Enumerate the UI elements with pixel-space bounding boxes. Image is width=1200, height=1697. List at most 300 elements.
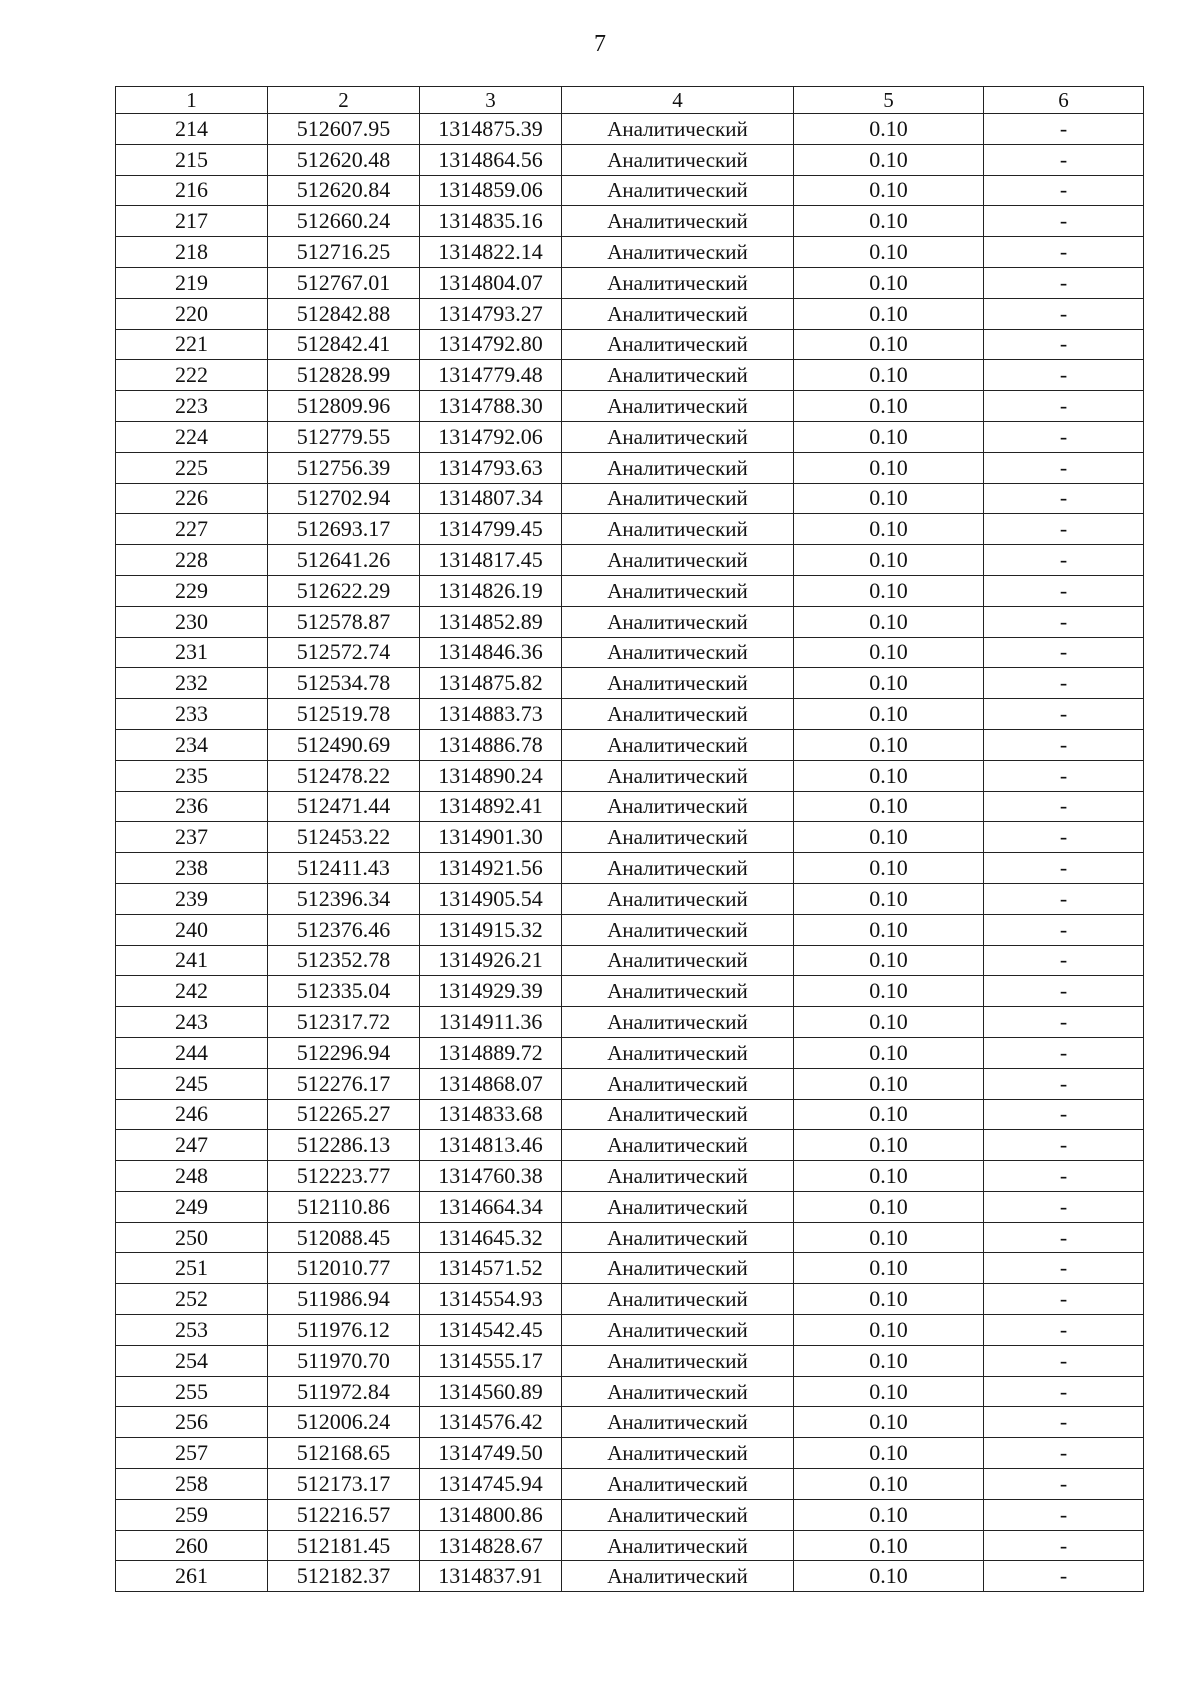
- method-cell: Аналитический: [562, 637, 794, 668]
- point-number-cell: 260: [116, 1530, 268, 1561]
- table-row: [116, 514, 1144, 545]
- x-coordinate-cell: 512223.77: [268, 1161, 420, 1192]
- accuracy-cell: 0.10: [794, 206, 984, 237]
- table-row: [116, 637, 1144, 668]
- y-coordinate-cell: 1314921.56: [420, 853, 562, 884]
- y-coordinate-cell: 1314571.52: [420, 1253, 562, 1284]
- y-coordinate-cell: 1314793.27: [420, 298, 562, 329]
- x-coordinate-cell: 512216.57: [268, 1499, 420, 1530]
- x-coordinate-cell: 512110.86: [268, 1191, 420, 1222]
- note-cell: -: [984, 914, 1144, 945]
- x-coordinate-cell: 512173.17: [268, 1469, 420, 1500]
- note-cell: -: [984, 883, 1144, 914]
- accuracy-cell: 0.10: [794, 545, 984, 576]
- note-cell: -: [984, 1315, 1144, 1346]
- method-cell: Аналитический: [562, 1253, 794, 1284]
- y-coordinate-cell: 1314833.68: [420, 1099, 562, 1130]
- table-row: [116, 1530, 1144, 1561]
- y-coordinate-cell: 1314555.17: [420, 1345, 562, 1376]
- y-coordinate-cell: 1314788.30: [420, 391, 562, 422]
- x-coordinate-cell: 512572.74: [268, 637, 420, 668]
- method-cell: Аналитический: [562, 1130, 794, 1161]
- method-cell: Аналитический: [562, 945, 794, 976]
- y-coordinate-cell: 1314875.39: [420, 114, 562, 145]
- accuracy-cell: 0.10: [794, 298, 984, 329]
- method-cell: Аналитический: [562, 1345, 794, 1376]
- table-row: [116, 421, 1144, 452]
- point-number-cell: 245: [116, 1068, 268, 1099]
- point-number-cell: 258: [116, 1469, 268, 1500]
- point-number-cell: 215: [116, 144, 268, 175]
- note-cell: -: [984, 1130, 1144, 1161]
- y-coordinate-cell: 1314826.19: [420, 575, 562, 606]
- accuracy-cell: 0.10: [794, 699, 984, 730]
- x-coordinate-cell: 512756.39: [268, 452, 420, 483]
- point-number-cell: 240: [116, 914, 268, 945]
- method-cell: Аналитический: [562, 237, 794, 268]
- y-coordinate-cell: 1314800.86: [420, 1499, 562, 1530]
- table-row: [116, 760, 1144, 791]
- x-coordinate-cell: 512578.87: [268, 606, 420, 637]
- x-coordinate-cell: 512534.78: [268, 668, 420, 699]
- method-cell: Аналитический: [562, 114, 794, 145]
- x-coordinate-cell: 512006.24: [268, 1407, 420, 1438]
- table-row: [116, 791, 1144, 822]
- method-cell: Аналитический: [562, 391, 794, 422]
- y-coordinate-cell: 1314889.72: [420, 1037, 562, 1068]
- y-coordinate-cell: 1314792.80: [420, 329, 562, 360]
- method-cell: Аналитический: [562, 1530, 794, 1561]
- x-coordinate-cell: 512088.45: [268, 1222, 420, 1253]
- point-number-cell: 234: [116, 729, 268, 760]
- accuracy-cell: 0.10: [794, 114, 984, 145]
- y-coordinate-cell: 1314852.89: [420, 606, 562, 637]
- x-coordinate-cell: 512396.34: [268, 883, 420, 914]
- method-cell: Аналитический: [562, 1315, 794, 1346]
- method-cell: Аналитический: [562, 1469, 794, 1500]
- accuracy-cell: 0.10: [794, 391, 984, 422]
- accuracy-cell: 0.10: [794, 1345, 984, 1376]
- accuracy-cell: 0.10: [794, 575, 984, 606]
- method-cell: Аналитический: [562, 514, 794, 545]
- y-coordinate-cell: 1314749.50: [420, 1438, 562, 1469]
- note-cell: -: [984, 114, 1144, 145]
- point-number-cell: 222: [116, 360, 268, 391]
- table-row: [116, 1469, 1144, 1500]
- accuracy-cell: 0.10: [794, 1068, 984, 1099]
- method-cell: Аналитический: [562, 267, 794, 298]
- accuracy-cell: 0.10: [794, 237, 984, 268]
- x-coordinate-cell: 512660.24: [268, 206, 420, 237]
- x-coordinate-cell: 512620.84: [268, 175, 420, 206]
- accuracy-cell: 0.10: [794, 1007, 984, 1038]
- table-row: [116, 1345, 1144, 1376]
- method-cell: Аналитический: [562, 914, 794, 945]
- accuracy-cell: 0.10: [794, 760, 984, 791]
- x-coordinate-cell: 511972.84: [268, 1376, 420, 1407]
- note-cell: -: [984, 945, 1144, 976]
- method-cell: Аналитический: [562, 206, 794, 237]
- point-number-cell: 251: [116, 1253, 268, 1284]
- note-cell: -: [984, 1376, 1144, 1407]
- point-number-cell: 254: [116, 1345, 268, 1376]
- point-number-cell: 229: [116, 575, 268, 606]
- accuracy-cell: 0.10: [794, 1561, 984, 1592]
- point-number-cell: 218: [116, 237, 268, 268]
- note-cell: -: [984, 1068, 1144, 1099]
- coordinates-table: [115, 86, 1144, 1592]
- accuracy-cell: 0.10: [794, 976, 984, 1007]
- method-cell: Аналитический: [562, 822, 794, 853]
- point-number-cell: 261: [116, 1561, 268, 1592]
- y-coordinate-cell: 1314745.94: [420, 1469, 562, 1500]
- point-number-cell: 221: [116, 329, 268, 360]
- note-cell: -: [984, 606, 1144, 637]
- method-cell: Аналитический: [562, 976, 794, 1007]
- note-cell: -: [984, 1191, 1144, 1222]
- table-row: [116, 1315, 1144, 1346]
- column-header: 5: [794, 87, 984, 114]
- method-cell: Аналитический: [562, 1037, 794, 1068]
- method-cell: Аналитический: [562, 298, 794, 329]
- note-cell: -: [984, 1037, 1144, 1068]
- method-cell: Аналитический: [562, 1376, 794, 1407]
- accuracy-cell: 0.10: [794, 1253, 984, 1284]
- y-coordinate-cell: 1314846.36: [420, 637, 562, 668]
- y-coordinate-cell: 1314901.30: [420, 822, 562, 853]
- x-coordinate-cell: 512265.27: [268, 1099, 420, 1130]
- table-row: [116, 1068, 1144, 1099]
- note-cell: -: [984, 637, 1144, 668]
- note-cell: -: [984, 1499, 1144, 1530]
- table-row: [116, 1161, 1144, 1192]
- note-cell: -: [984, 483, 1144, 514]
- x-coordinate-cell: 512779.55: [268, 421, 420, 452]
- table-row: [116, 391, 1144, 422]
- method-cell: Аналитический: [562, 1099, 794, 1130]
- note-cell: -: [984, 1438, 1144, 1469]
- accuracy-cell: 0.10: [794, 822, 984, 853]
- x-coordinate-cell: 512181.45: [268, 1530, 420, 1561]
- y-coordinate-cell: 1314890.24: [420, 760, 562, 791]
- note-cell: -: [984, 668, 1144, 699]
- table-row: [116, 668, 1144, 699]
- point-number-cell: 248: [116, 1161, 268, 1192]
- x-coordinate-cell: 512296.94: [268, 1037, 420, 1068]
- accuracy-cell: 0.10: [794, 267, 984, 298]
- table-row: [116, 575, 1144, 606]
- point-number-cell: 253: [116, 1315, 268, 1346]
- accuracy-cell: 0.10: [794, 175, 984, 206]
- table-row: [116, 360, 1144, 391]
- y-coordinate-cell: 1314868.07: [420, 1068, 562, 1099]
- y-coordinate-cell: 1314886.78: [420, 729, 562, 760]
- table-row: [116, 1191, 1144, 1222]
- y-coordinate-cell: 1314542.45: [420, 1315, 562, 1346]
- accuracy-cell: 0.10: [794, 1315, 984, 1346]
- accuracy-cell: 0.10: [794, 421, 984, 452]
- x-coordinate-cell: 511970.70: [268, 1345, 420, 1376]
- table-row: [116, 175, 1144, 206]
- table-row: [116, 1130, 1144, 1161]
- point-number-cell: 239: [116, 883, 268, 914]
- table-row: [116, 699, 1144, 730]
- point-number-cell: 242: [116, 976, 268, 1007]
- accuracy-cell: 0.10: [794, 1037, 984, 1068]
- table-row: [116, 1222, 1144, 1253]
- table-row: [116, 945, 1144, 976]
- table-row: [116, 114, 1144, 145]
- y-coordinate-cell: 1314875.82: [420, 668, 562, 699]
- table-row: [116, 853, 1144, 884]
- accuracy-cell: 0.10: [794, 853, 984, 884]
- point-number-cell: 256: [116, 1407, 268, 1438]
- x-coordinate-cell: 511976.12: [268, 1315, 420, 1346]
- method-cell: Аналитический: [562, 760, 794, 791]
- x-coordinate-cell: 512490.69: [268, 729, 420, 760]
- note-cell: -: [984, 699, 1144, 730]
- point-number-cell: 250: [116, 1222, 268, 1253]
- x-coordinate-cell: 512453.22: [268, 822, 420, 853]
- table-row: [116, 298, 1144, 329]
- table-header-row: [116, 87, 1144, 114]
- note-cell: -: [984, 1469, 1144, 1500]
- note-cell: -: [984, 1007, 1144, 1038]
- note-cell: -: [984, 237, 1144, 268]
- note-cell: -: [984, 206, 1144, 237]
- x-coordinate-cell: 512335.04: [268, 976, 420, 1007]
- table-row: [116, 1284, 1144, 1315]
- method-cell: Аналитический: [562, 421, 794, 452]
- method-cell: Аналитический: [562, 1407, 794, 1438]
- column-header: 1: [116, 87, 268, 114]
- x-coordinate-cell: 512168.65: [268, 1438, 420, 1469]
- table-row: [116, 1561, 1144, 1592]
- note-cell: -: [984, 976, 1144, 1007]
- point-number-cell: 257: [116, 1438, 268, 1469]
- x-coordinate-cell: 512767.01: [268, 267, 420, 298]
- point-number-cell: 238: [116, 853, 268, 884]
- table-row: [116, 267, 1144, 298]
- point-number-cell: 216: [116, 175, 268, 206]
- page-number: 7: [594, 31, 606, 57]
- point-number-cell: 214: [116, 114, 268, 145]
- note-cell: -: [984, 1407, 1144, 1438]
- y-coordinate-cell: 1314828.67: [420, 1530, 562, 1561]
- y-coordinate-cell: 1314929.39: [420, 976, 562, 1007]
- point-number-cell: 231: [116, 637, 268, 668]
- table-row: [116, 606, 1144, 637]
- y-coordinate-cell: 1314859.06: [420, 175, 562, 206]
- table-row: [116, 545, 1144, 576]
- note-cell: -: [984, 175, 1144, 206]
- x-coordinate-cell: 512352.78: [268, 945, 420, 976]
- note-cell: -: [984, 144, 1144, 175]
- y-coordinate-cell: 1314813.46: [420, 1130, 562, 1161]
- note-cell: -: [984, 791, 1144, 822]
- accuracy-cell: 0.10: [794, 1376, 984, 1407]
- table-row: [116, 1438, 1144, 1469]
- point-number-cell: 247: [116, 1130, 268, 1161]
- table-row: [116, 452, 1144, 483]
- method-cell: Аналитический: [562, 853, 794, 884]
- accuracy-cell: 0.10: [794, 729, 984, 760]
- accuracy-cell: 0.10: [794, 1469, 984, 1500]
- y-coordinate-cell: 1314645.32: [420, 1222, 562, 1253]
- y-coordinate-cell: 1314792.06: [420, 421, 562, 452]
- table-row: [116, 729, 1144, 760]
- x-coordinate-cell: 512716.25: [268, 237, 420, 268]
- point-number-cell: 243: [116, 1007, 268, 1038]
- x-coordinate-cell: 512828.99: [268, 360, 420, 391]
- accuracy-cell: 0.10: [794, 883, 984, 914]
- point-number-cell: 252: [116, 1284, 268, 1315]
- accuracy-cell: 0.10: [794, 606, 984, 637]
- note-cell: -: [984, 1222, 1144, 1253]
- accuracy-cell: 0.10: [794, 1407, 984, 1438]
- note-cell: -: [984, 329, 1144, 360]
- x-coordinate-cell: 512519.78: [268, 699, 420, 730]
- method-cell: Аналитический: [562, 144, 794, 175]
- y-coordinate-cell: 1314807.34: [420, 483, 562, 514]
- y-coordinate-cell: 1314915.32: [420, 914, 562, 945]
- accuracy-cell: 0.10: [794, 144, 984, 175]
- point-number-cell: 224: [116, 421, 268, 452]
- point-number-cell: 226: [116, 483, 268, 514]
- table-row: [116, 1499, 1144, 1530]
- x-coordinate-cell: 512809.96: [268, 391, 420, 422]
- note-cell: -: [984, 729, 1144, 760]
- y-coordinate-cell: 1314883.73: [420, 699, 562, 730]
- table-row: [116, 1376, 1144, 1407]
- x-coordinate-cell: 512842.41: [268, 329, 420, 360]
- accuracy-cell: 0.10: [794, 945, 984, 976]
- table-row: [116, 483, 1144, 514]
- y-coordinate-cell: 1314664.34: [420, 1191, 562, 1222]
- method-cell: Аналитический: [562, 1191, 794, 1222]
- note-cell: -: [984, 360, 1144, 391]
- x-coordinate-cell: 512286.13: [268, 1130, 420, 1161]
- accuracy-cell: 0.10: [794, 1499, 984, 1530]
- method-cell: Аналитический: [562, 699, 794, 730]
- accuracy-cell: 0.10: [794, 452, 984, 483]
- method-cell: Аналитический: [562, 606, 794, 637]
- accuracy-cell: 0.10: [794, 914, 984, 945]
- accuracy-cell: 0.10: [794, 1130, 984, 1161]
- point-number-cell: 225: [116, 452, 268, 483]
- method-cell: Аналитический: [562, 329, 794, 360]
- accuracy-cell: 0.10: [794, 1099, 984, 1130]
- method-cell: Аналитический: [562, 1161, 794, 1192]
- note-cell: -: [984, 421, 1144, 452]
- x-coordinate-cell: 511986.94: [268, 1284, 420, 1315]
- accuracy-cell: 0.10: [794, 483, 984, 514]
- x-coordinate-cell: 512317.72: [268, 1007, 420, 1038]
- table-row: [116, 1007, 1144, 1038]
- x-coordinate-cell: 512471.44: [268, 791, 420, 822]
- method-cell: Аналитический: [562, 452, 794, 483]
- table-row: [116, 1407, 1144, 1438]
- y-coordinate-cell: 1314554.93: [420, 1284, 562, 1315]
- table-row: [116, 206, 1144, 237]
- x-coordinate-cell: 512842.88: [268, 298, 420, 329]
- y-coordinate-cell: 1314835.16: [420, 206, 562, 237]
- note-cell: -: [984, 545, 1144, 576]
- method-cell: Аналитический: [562, 1438, 794, 1469]
- point-number-cell: 244: [116, 1037, 268, 1068]
- note-cell: -: [984, 1253, 1144, 1284]
- accuracy-cell: 0.10: [794, 791, 984, 822]
- table-row: [116, 1037, 1144, 1068]
- point-number-cell: 227: [116, 514, 268, 545]
- point-number-cell: 246: [116, 1099, 268, 1130]
- x-coordinate-cell: 512010.77: [268, 1253, 420, 1284]
- note-cell: -: [984, 853, 1144, 884]
- table-row: [116, 144, 1144, 175]
- point-number-cell: 230: [116, 606, 268, 637]
- x-coordinate-cell: 512376.46: [268, 914, 420, 945]
- x-coordinate-cell: 512622.29: [268, 575, 420, 606]
- point-number-cell: 235: [116, 760, 268, 791]
- note-cell: -: [984, 298, 1144, 329]
- table-row: [116, 883, 1144, 914]
- point-number-cell: 233: [116, 699, 268, 730]
- point-number-cell: 219: [116, 267, 268, 298]
- method-cell: Аналитический: [562, 545, 794, 576]
- note-cell: -: [984, 1561, 1144, 1592]
- note-cell: -: [984, 514, 1144, 545]
- column-header: 3: [420, 87, 562, 114]
- point-number-cell: 223: [116, 391, 268, 422]
- y-coordinate-cell: 1314822.14: [420, 237, 562, 268]
- accuracy-cell: 0.10: [794, 637, 984, 668]
- note-cell: -: [984, 1345, 1144, 1376]
- note-cell: -: [984, 1284, 1144, 1315]
- accuracy-cell: 0.10: [794, 360, 984, 391]
- y-coordinate-cell: 1314837.91: [420, 1561, 562, 1592]
- y-coordinate-cell: 1314926.21: [420, 945, 562, 976]
- y-coordinate-cell: 1314779.48: [420, 360, 562, 391]
- method-cell: Аналитический: [562, 1561, 794, 1592]
- note-cell: -: [984, 575, 1144, 606]
- note-cell: -: [984, 1099, 1144, 1130]
- x-coordinate-cell: 512411.43: [268, 853, 420, 884]
- note-cell: -: [984, 452, 1144, 483]
- method-cell: Аналитический: [562, 1007, 794, 1038]
- x-coordinate-cell: 512702.94: [268, 483, 420, 514]
- table-row: [116, 914, 1144, 945]
- method-cell: Аналитический: [562, 1222, 794, 1253]
- table-row: [116, 822, 1144, 853]
- accuracy-cell: 0.10: [794, 1191, 984, 1222]
- method-cell: Аналитический: [562, 668, 794, 699]
- method-cell: Аналитический: [562, 483, 794, 514]
- point-number-cell: 237: [116, 822, 268, 853]
- point-number-cell: 236: [116, 791, 268, 822]
- table-row: [116, 976, 1144, 1007]
- method-cell: Аналитический: [562, 1068, 794, 1099]
- y-coordinate-cell: 1314804.07: [420, 267, 562, 298]
- point-number-cell: 249: [116, 1191, 268, 1222]
- method-cell: Аналитический: [562, 883, 794, 914]
- y-coordinate-cell: 1314905.54: [420, 883, 562, 914]
- y-coordinate-cell: 1314576.42: [420, 1407, 562, 1438]
- point-number-cell: 259: [116, 1499, 268, 1530]
- note-cell: -: [984, 822, 1144, 853]
- point-number-cell: 217: [116, 206, 268, 237]
- y-coordinate-cell: 1314793.63: [420, 452, 562, 483]
- accuracy-cell: 0.10: [794, 329, 984, 360]
